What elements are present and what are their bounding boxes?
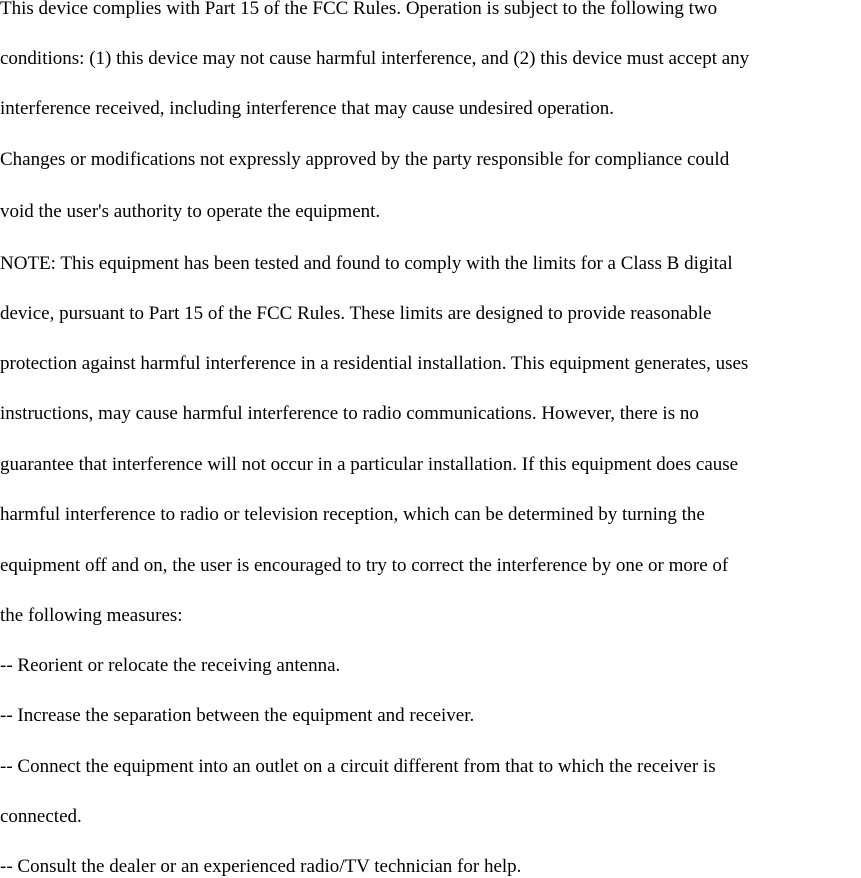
text-line: void the user's authority to operate the equipment. bbox=[0, 201, 381, 222]
text-line: protection against harmful interference in a residential installation. This equipment generates, uses bbox=[0, 353, 749, 374]
text-line: Changes or modifications not expressly approved by the party responsible for compliance could bbox=[0, 149, 730, 170]
text-line: harmful interference to radio or television reception, which can be determined by turning the bbox=[0, 504, 705, 525]
text-line: interference received, including interference that may cause undesired operation. bbox=[0, 98, 615, 119]
text-line: connected. bbox=[0, 806, 82, 827]
text-line: equipment off and on, the user is encouraged to try to correct the interference by one or more of bbox=[0, 555, 729, 576]
text-line: instructions, may cause harmful interference to radio communications. However, there is no bbox=[0, 403, 699, 424]
bullet-line: -- Reorient or relocate the receiving antenna. bbox=[0, 655, 341, 676]
bullet-line: -- Connect the equipment into an outlet on a circuit different from that to which the receiver is bbox=[0, 756, 716, 777]
text-line: guarantee that interference will not occur in a particular installation. If this equipment does cause bbox=[0, 454, 739, 475]
bullet-line: -- Consult the dealer or an experienced radio/TV technician for help. bbox=[0, 856, 522, 877]
text-line: This device complies with Part 15 of the FCC Rules. Operation is subject to the following two bbox=[0, 0, 718, 19]
text-line: NOTE: This equipment has been tested and found to comply with the limits for a Class B digital bbox=[0, 253, 733, 274]
text-line: device, pursuant to Part 15 of the FCC Rules. These limits are designed to provide reasonable bbox=[0, 303, 712, 324]
text-line: conditions: (1) this device may not cause harmful interference, and (2) this device must accept any bbox=[0, 48, 750, 69]
text-line: the following measures: bbox=[0, 605, 183, 626]
bullet-line: -- Increase the separation between the equipment and receiver. bbox=[0, 705, 475, 726]
